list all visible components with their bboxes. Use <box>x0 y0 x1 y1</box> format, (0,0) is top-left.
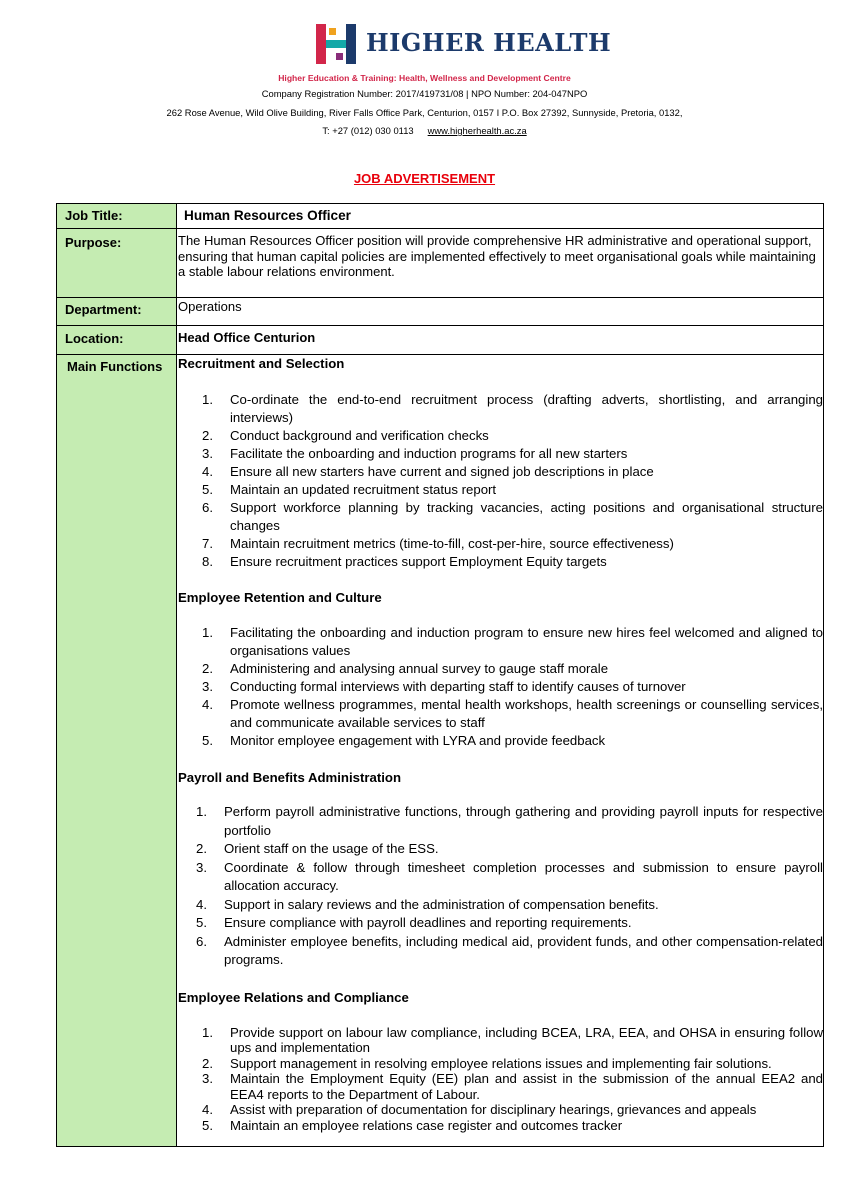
list-item: 7. Maintain recruitment metrics (time-to-fill, cost-per-hire, source effectiveness) <box>202 536 674 551</box>
retention-list <box>202 624 823 750</box>
list-item: 4. Ensure all new starters have current and signed job descriptions in place <box>202 464 654 479</box>
payroll-list <box>196 803 823 970</box>
registration-info: Company Registration Number: 2017/419731/08 | NPO Number: 204-047NPO <box>261 88 588 99</box>
job-details-table <box>56 203 824 1147</box>
location-value: Head Office Centurion <box>178 330 316 345</box>
department-label: Department: <box>65 302 142 317</box>
phone-number: T: +27 (012) 030 0113 <box>322 125 414 136</box>
list-item: 3. Facilitate the onboarding and induction programs for all new starters <box>202 446 628 461</box>
main-functions-content <box>178 356 823 1133</box>
list-item: 4. Support in salary reviews and the administration of compensation benefits. <box>196 896 659 912</box>
recruitment-list <box>202 391 823 571</box>
relations-list <box>202 1024 823 1134</box>
higher-health-logo-icon <box>314 20 358 68</box>
list-item: 8. Ensure recruitment practices support Employment Equity targets <box>202 554 607 569</box>
list-item: 1. Perform payroll administrative functions, through gathering and providing payroll inputs for respective portfolio <box>196 804 823 838</box>
tagline: Higher Education & Training: Health, Wellness and Development Centre <box>278 73 571 83</box>
list-item: 4. Assist with preparation of documentation for disciplinary hearings, grievances and appeals <box>202 1102 757 1117</box>
list-item: 2. Support management in resolving employee relations issues and implementing fair solutions. <box>202 1055 772 1071</box>
location-label: Location: <box>65 331 124 346</box>
list-item: 6. Administer employee benefits, including medical aid, provident funds, and other compensation-related programs. <box>196 933 823 967</box>
section-heading-recruitment: Recruitment and Selection <box>178 356 345 371</box>
list-item: 4. Promote wellness programmes, mental health workshops, health screenings or counselling services, and communicate available services to staff <box>202 697 823 730</box>
job-title-label: Job Title: <box>65 208 123 223</box>
purpose-label: Purpose: <box>65 235 122 250</box>
brand-name: HIGHER HEALTH <box>366 28 612 57</box>
section-heading-retention: Employee Retention and Culture <box>178 590 382 605</box>
job-title-value: Human Resources Officer <box>184 208 351 223</box>
list-item: 1. Co-ordinate the end-to-end recruitment process (drafting adverts, shortlisting, and arranging interviews) <box>202 392 823 425</box>
website-link[interactable]: www.higherhealth.ac.za <box>427 125 527 136</box>
list-item: 5. Maintain an updated recruitment status report <box>202 482 497 497</box>
section-heading-payroll: Payroll and Benefits Administration <box>178 770 402 785</box>
purpose-value: The Human Resources Officer position will provide comprehensive HR administrative and operational support, ensuring that human capital policies are implemented effectively to meet organisational goals while maintaining a stable labour relations environment. <box>178 233 816 279</box>
list-item: 5. Ensure compliance with payroll deadlines and reporting requirements. <box>196 915 632 930</box>
list-item: 1. Facilitating the onboarding and induction program to ensure new hires feel welcomed and aligned to organisations values <box>202 625 823 658</box>
list-item: 3. Conducting formal interviews with departing staff to identify causes of turnover <box>202 679 686 694</box>
row-divider <box>57 325 823 326</box>
list-item: 3. Coordinate & follow through timesheet completion processes and submission to ensure payroll allocation accuracy. <box>196 859 823 893</box>
page-title: JOB ADVERTISEMENT <box>353 171 496 186</box>
list-item: 5. Monitor employee engagement with LYRA and provide feedback <box>202 733 606 748</box>
row-divider <box>57 297 823 298</box>
section-heading-relations: Employee Relations and Compliance <box>178 989 409 1005</box>
address-info: 262 Rose Avenue, Wild Olive Building, River Falls Office Park, Centurion, 0157 I P.O. Box 27392, Sunnyside, Pretoria, 0132, <box>166 107 683 118</box>
main-functions-label: Main Functions <box>67 359 163 374</box>
list-item: 2. Administering and analysing annual survey to gauge staff morale <box>202 661 609 676</box>
contact-info <box>0 125 849 136</box>
department-value: Operations <box>178 299 242 314</box>
list-item: 3. Maintain the Employment Equity (EE) plan and assist in the submission of the annual EEA2 and EEA4 reports to the Department of Labour. <box>202 1071 823 1102</box>
row-divider <box>57 354 823 355</box>
list-item: 2. Orient staff on the usage of the ESS. <box>196 841 439 856</box>
list-item: 2. Conduct background and verification checks <box>202 428 489 443</box>
list-item: 5. Maintain an employee relations case register and outcomes tracker <box>202 1117 623 1133</box>
row-divider <box>57 228 823 229</box>
list-item: 1. Provide support on labour law compliance, including BCEA, LRA, EEA, and OHSA in ensuring follow ups and implementation <box>202 1024 823 1055</box>
list-item: 6. Support workforce planning by tracking vacancies, acting positions and organisational structure changes <box>202 500 823 533</box>
